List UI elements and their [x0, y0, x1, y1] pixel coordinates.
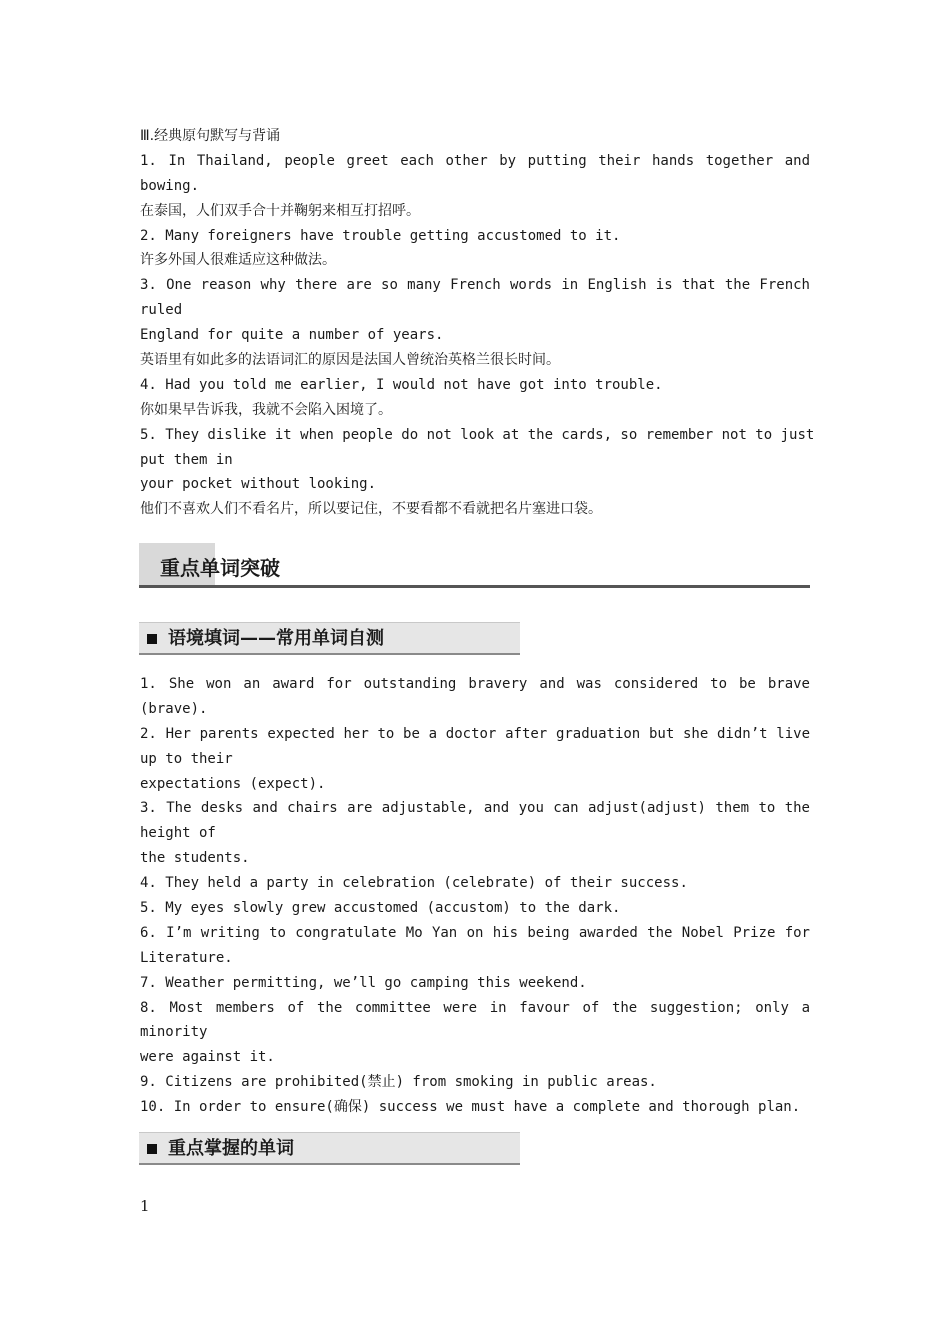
section-header-rule: [139, 585, 810, 588]
text-line: height of: [140, 825, 216, 842]
text-line: the students.: [140, 850, 250, 867]
text-line: expectations (expect).: [140, 775, 326, 792]
section-header-title: 重点单词突破: [160, 556, 280, 580]
text-line: England for quite a number of years.: [140, 327, 444, 344]
text-line: ruled: [140, 302, 183, 319]
section3-block: [140, 124, 815, 522]
text-line: 在泰国，人们双手合十并鞠躬来相互打招呼。: [140, 202, 420, 219]
subheading-title: 重点掌握的单词: [168, 1138, 294, 1159]
text-line: 6. I’m writing to congratulate Mo Yan on his being awarded the Nobel Prize for: [140, 924, 810, 941]
text-line: your pocket without looking.: [140, 476, 377, 493]
text-line: up to their: [140, 750, 233, 767]
text-line: 2. Her parents expected her to be a doctor after graduation but she didn’t live: [140, 725, 810, 742]
text-line: 2. Many foreigners have trouble getting accustomed to it.: [140, 227, 621, 244]
text-line: 4. They held a party in celebration (celebrate) of their success.: [140, 875, 688, 892]
text-line: 4. Had you told me earlier, I would not have got into trouble.: [140, 376, 663, 393]
section3-heading: Ⅲ.经典原句默写与背诵: [140, 128, 281, 144]
text-line: put them in: [140, 451, 233, 468]
subheading-context-fill: [139, 622, 520, 655]
text-line: 他们不喜欢人们不看名片，所以要记住，不要看都不看就把名片塞进口袋。: [140, 501, 602, 518]
text-line: 许多外国人很难适应这种做法。: [140, 252, 336, 269]
text-line: minority: [140, 1024, 208, 1041]
subheading-title: 语境填词——常用单词自测: [168, 628, 384, 649]
text-line: 3. The desks and chairs are adjustable, and you can adjust(adjust) them to the: [140, 800, 810, 817]
text-line: 1. In Thailand, people greet each other by putting their hands together and: [140, 152, 810, 169]
square-bullet-icon: [147, 634, 157, 644]
exercise-block: [140, 672, 810, 1120]
text-line: were against it.: [140, 1049, 275, 1066]
text-line: 7. Weather permitting, we’ll go camping this weekend.: [140, 974, 587, 991]
text-line: 1. She won an award for outstanding bravery and was considered to be brave: [140, 676, 810, 692]
text-line: 9. Citizens are prohibited(禁止) from smoking in public areas.: [140, 1074, 657, 1091]
text-line: bowing.: [140, 177, 200, 194]
text-line: (brave).: [140, 700, 208, 717]
text-line: Literature.: [140, 949, 233, 966]
text-line: 你如果早告诉我，我就不会陷入困境了。: [140, 401, 392, 418]
section-header: [139, 543, 810, 587]
text-line: 5. They dislike it when people do not look at the cards, so remember not to just: [140, 426, 815, 443]
text-line: 英语里有如此多的法语词汇的原因是法国人曾统治英格兰很长时间。: [140, 352, 560, 369]
square-bullet-icon: [147, 1144, 157, 1154]
page-number: 1: [140, 1197, 150, 1215]
subheading-key-words: [139, 1132, 520, 1165]
text-line: 8. Most members of the committee were in favour of the suggestion; only a: [140, 999, 810, 1016]
text-line: 3. One reason why there are so many French words in English is that the French: [140, 277, 810, 294]
text-line: 5. My eyes slowly grew accustomed (accustom) to the dark.: [140, 900, 621, 917]
text-line: 10. In order to ensure(确保) success we must have a complete and thorough plan.: [140, 1099, 801, 1116]
